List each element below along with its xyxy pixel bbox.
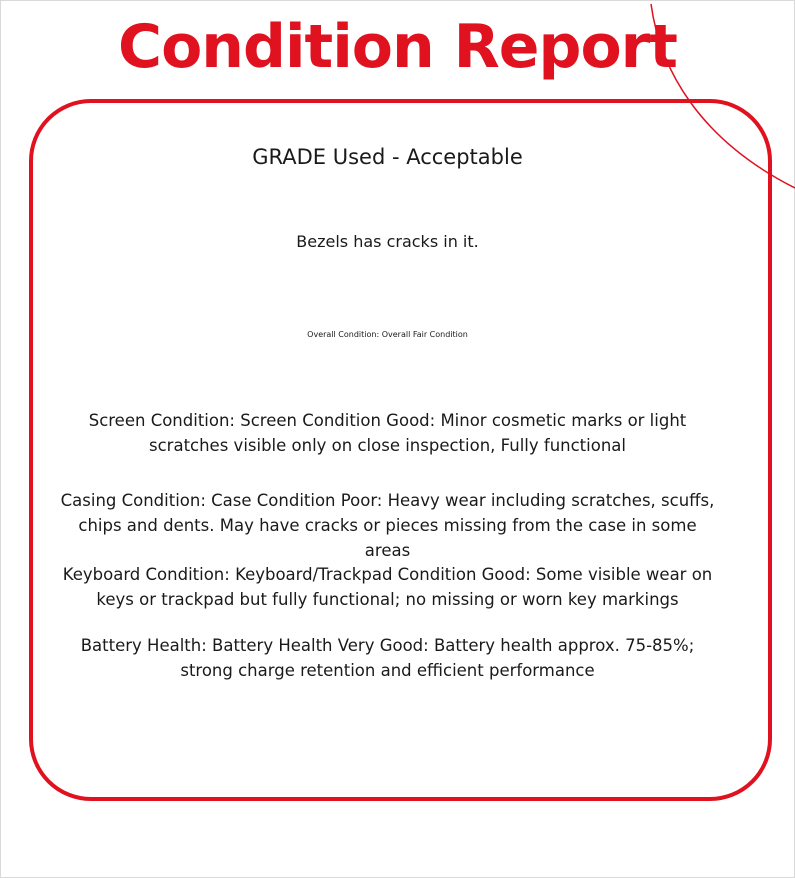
battery-health: Battery Health: Battery Health Very Good: Battery health approx. 75-85%; strong charge retention and efficient performance bbox=[80, 636, 695, 680]
screen-condition: Screen Condition: Screen Condition Good: Minor cosmetic marks or light scratches visible only on close inspection, Fully functional bbox=[88, 411, 687, 455]
grade-text: GRADE Used - Acceptable bbox=[252, 145, 523, 169]
keyboard-condition: Keyboard Condition: Keyboard/Trackpad Condition Good: Some visible wear on keys or trackpad but fully functional; no missing or worn key markings bbox=[62, 565, 713, 609]
overall-condition: Overall Condition: Overall Fair Condition bbox=[307, 330, 468, 339]
page-title: Condition Report bbox=[118, 12, 677, 82]
casing-condition: Casing Condition: Case Condition Poor: Heavy wear including scratches, scuffs, chips and dents. May have cracks or pieces missing from the case in some areas bbox=[60, 491, 715, 560]
condition-note: Bezels has cracks in it. bbox=[296, 232, 479, 251]
